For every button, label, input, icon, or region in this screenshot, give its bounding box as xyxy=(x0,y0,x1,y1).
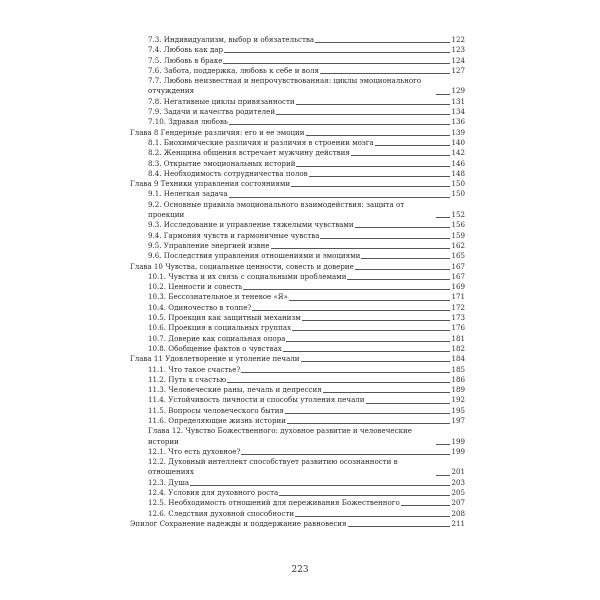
toc-entry-title: 9.2. Основные правила эмоционального взаимодействия: защита от проекции xyxy=(148,199,405,220)
toc-entry-page: 189 xyxy=(451,385,465,395)
toc-entry-title: 10.5. Проекция как защитный механизм xyxy=(148,313,301,323)
toc-chapter-row xyxy=(130,128,465,138)
toc-entry-page: 173 xyxy=(451,313,465,323)
toc-entry-page: 185 xyxy=(451,364,465,374)
toc-section-row xyxy=(130,272,465,282)
toc-leader-line xyxy=(241,372,450,373)
toc-section-row xyxy=(130,303,465,313)
toc-leader-line xyxy=(292,330,450,331)
toc-entry-title: Глава 9 Техники управления состояниями xyxy=(130,179,291,189)
toc-section-row xyxy=(130,35,465,45)
toc-section-row xyxy=(130,498,465,508)
toc-entry-page: 167 xyxy=(451,271,465,281)
toc-entry-title: 9.4. Гармония чувств и гармоничные чувства xyxy=(148,230,320,240)
toc-leader-line xyxy=(301,361,450,362)
toc-section-row xyxy=(130,334,465,344)
toc-entry-title: 10.3. Бессознательное и теневое «Я» xyxy=(148,292,288,302)
toc-entry-title: 10.7. Доверие как социальная опора xyxy=(148,333,286,343)
toc-entry-page: 150 xyxy=(451,189,465,199)
toc-entry-page: 136 xyxy=(451,117,465,127)
toc-leader-line xyxy=(291,186,450,187)
toc-entry-page: 162 xyxy=(451,240,465,250)
toc-leader-line xyxy=(351,155,450,156)
toc-chapter-row xyxy=(130,262,465,272)
toc-entry-title: 12.1. Что есть духовное? xyxy=(148,446,241,456)
toc-section-row xyxy=(130,200,465,221)
toc-leader-line xyxy=(436,444,450,445)
toc-leader-line xyxy=(224,52,450,53)
toc-leader-line xyxy=(286,341,450,342)
toc-leader-line xyxy=(355,269,450,270)
toc-leader-line xyxy=(366,403,450,404)
toc-section-row xyxy=(130,426,465,447)
toc-entry-page: 192 xyxy=(451,395,465,405)
toc-section-row xyxy=(130,107,465,117)
toc-leader-line xyxy=(347,279,450,280)
toc-leader-line xyxy=(348,526,450,527)
toc-entry-title: 12.2. Духовный интеллект способствует развитию осознанности в отношениях xyxy=(148,457,398,477)
toc-leader-line xyxy=(320,73,450,74)
toc-entry-page: 146 xyxy=(451,158,465,168)
toc-entry-page: 140 xyxy=(451,137,465,147)
toc-leader-line xyxy=(355,227,450,228)
toc-entry-title: Глава 12. Чувство Божественного: духовное развитие и человеческие истории xyxy=(148,426,412,446)
toc-section-row xyxy=(130,45,465,55)
toc-entry-page: 199 xyxy=(451,446,465,456)
toc-entry-title: 12.6. Следствия духовной способности xyxy=(148,508,295,518)
toc-section-row xyxy=(130,220,465,230)
toc-chapter-row xyxy=(130,179,465,189)
toc-section-row xyxy=(130,375,465,385)
toc-entry-title: 7.3. Индивидуализм, выбор и обязательства xyxy=(148,35,315,44)
toc-entry-page: 211 xyxy=(451,518,465,528)
toc-leader-line xyxy=(309,176,450,177)
toc-entry-page: 207 xyxy=(451,498,465,508)
toc-leader-line xyxy=(252,310,450,311)
toc-entry-page: 152 xyxy=(451,210,465,220)
toc-entry-title: Глава 8 Гендерные различия: его и ее эмоции xyxy=(130,127,305,137)
toc-leader-line xyxy=(296,104,450,105)
toc-chapter-row xyxy=(130,519,465,529)
toc-entry-title: Глава 10 Чувства, социальные ценности, совесть и доверие xyxy=(130,261,354,271)
toc-entry-title: 7.7. Любовь неизвестная и непрочувствованная: циклы эмоционального отчуждения xyxy=(148,76,422,96)
toc-entry-title: 10.2. Ценности и совесть xyxy=(148,282,243,292)
toc-section-row xyxy=(130,406,465,416)
toc-entry-page: 208 xyxy=(451,508,465,518)
toc-leader-line xyxy=(229,124,450,125)
toc-leader-line xyxy=(302,320,450,321)
toc-leader-line xyxy=(401,505,450,506)
toc-leader-line xyxy=(361,258,450,259)
toc-entry-page: 169 xyxy=(451,282,465,292)
toc-section-row xyxy=(130,344,465,354)
toc-entry-title: 7.8. Негативные циклы привязанности xyxy=(148,96,295,106)
toc-entry-title: 11.4. Устойчивость личности и способы утоления печали xyxy=(148,395,365,405)
toc-entry-page: 148 xyxy=(451,168,465,178)
toc-leader-line xyxy=(271,248,450,249)
toc-entry-title: 10.1. Чувства и их связь с социальными проблемами xyxy=(148,271,347,281)
toc-entry-page: 167 xyxy=(451,261,465,271)
toc-entry-page: 182 xyxy=(451,343,465,353)
toc-entry-page: 201 xyxy=(451,467,465,477)
toc-entry-page: 199 xyxy=(451,436,465,446)
toc-entry-title: 11.1. Что такое счастье? xyxy=(148,364,241,374)
toc-leader-line xyxy=(279,495,450,496)
toc-entry-page: 181 xyxy=(451,333,465,343)
toc-section-row xyxy=(130,56,465,66)
toc-leader-line xyxy=(243,289,450,290)
toc-leader-line xyxy=(436,475,450,476)
toc-section-row xyxy=(130,138,465,148)
toc-section-row xyxy=(130,117,465,127)
toc-leader-line xyxy=(306,135,450,136)
toc-leader-line xyxy=(289,300,450,301)
page-number: 223 xyxy=(291,565,309,575)
toc-section-row xyxy=(130,313,465,323)
toc-leader-line xyxy=(285,413,450,414)
toc-section-row xyxy=(130,148,465,158)
toc-section-row xyxy=(130,323,465,333)
toc-section-row xyxy=(130,447,465,457)
toc-leader-line xyxy=(223,63,450,64)
toc-section-row xyxy=(130,395,465,405)
toc-leader-line xyxy=(227,382,450,383)
toc-leader-line xyxy=(436,94,450,95)
toc-section-row xyxy=(130,488,465,498)
toc-entry-title: 10.8. Обобщение фактов о чувствах xyxy=(148,343,282,353)
toc-entry-page: 195 xyxy=(451,405,465,415)
toc-entry-page: 127 xyxy=(451,65,465,75)
table-of-contents xyxy=(130,35,465,529)
toc-entry-title: 11.3. Человеческие раны, печаль и депрессия xyxy=(148,385,322,395)
toc-entry-page: 139 xyxy=(451,127,465,137)
toc-entry-title: 8.2. Женщина общения встречает мужчину действия xyxy=(148,148,350,158)
toc-leader-line xyxy=(287,423,450,424)
toc-entry-title: 9.6. Последствия управления отношениями и эмоциями xyxy=(148,251,361,261)
toc-entry-title: 11.5. Вопросы человеческого бытия xyxy=(148,405,284,415)
toc-entry-title: 9.3. Исследование и управление тяжелыми чувствами xyxy=(148,220,354,230)
toc-section-row xyxy=(130,385,465,395)
toc-entry-page: 203 xyxy=(451,477,465,487)
toc-entry-title: 12.4. Условия для духовного роста xyxy=(148,488,279,498)
toc-entry-page: 129 xyxy=(451,86,465,96)
toc-entry-page: 171 xyxy=(451,292,465,302)
toc-section-row xyxy=(130,282,465,292)
toc-entry-title: 7.5. Любовь в браке xyxy=(148,55,223,65)
toc-leader-line xyxy=(320,238,450,239)
toc-entry-title: 7.9. Задачи и качества родителей xyxy=(148,107,276,117)
toc-entry-page: 197 xyxy=(451,415,465,425)
toc-section-row xyxy=(130,231,465,241)
toc-section-row xyxy=(130,97,465,107)
toc-entry-page: 134 xyxy=(451,107,465,117)
toc-leader-line xyxy=(190,485,450,486)
toc-section-row xyxy=(130,159,465,169)
toc-entry-page: 205 xyxy=(451,488,465,498)
toc-entry-title: 10.4. Одиночество в толпе? xyxy=(148,302,252,312)
toc-section-row xyxy=(130,292,465,302)
toc-chapter-row xyxy=(130,354,465,364)
toc-leader-line xyxy=(436,217,450,218)
toc-entry-page: 184 xyxy=(451,354,465,364)
toc-entry-page: 172 xyxy=(451,302,465,312)
toc-entry-page: 131 xyxy=(451,96,465,106)
toc-entry-title: 8.1. Биохимические различия и различия в строении мозга xyxy=(148,137,374,147)
toc-entry-page: 165 xyxy=(451,251,465,261)
toc-entry-page: 186 xyxy=(451,374,465,384)
toc-entry-title: 9.1. Нелегкая задача xyxy=(148,189,228,199)
toc-leader-line xyxy=(296,166,450,167)
toc-section-row xyxy=(130,241,465,251)
toc-leader-line xyxy=(375,145,450,146)
toc-leader-line xyxy=(241,454,450,455)
toc-leader-line xyxy=(283,351,450,352)
toc-section-row xyxy=(130,457,465,478)
toc-entry-page: 124 xyxy=(451,55,465,65)
toc-entry-title: 7.6. Забота, поддержка, любовь к себе и воля xyxy=(148,65,319,75)
toc-entry-title: Глава 11 Удовлетворение и утоление печали xyxy=(130,354,300,364)
toc-leader-line xyxy=(229,197,450,198)
toc-section-row xyxy=(130,251,465,261)
toc-entry-page: 159 xyxy=(451,230,465,240)
toc-entry-title: 7.10. Здравая любовь xyxy=(148,117,228,127)
toc-entry-title: 12.3. Душа xyxy=(148,477,190,487)
toc-entry-title: 10.6. Проекция в социальных группах xyxy=(148,323,292,333)
toc-entry-title: 7.4. Любовь как дар xyxy=(148,45,224,55)
toc-section-row xyxy=(130,365,465,375)
toc-section-row xyxy=(130,478,465,488)
toc-leader-line xyxy=(315,42,450,43)
toc-section-row xyxy=(130,169,465,179)
toc-section-row xyxy=(130,66,465,76)
toc-entry-title: 9.5. Управление энергией извне xyxy=(148,240,270,250)
toc-entry-title: 11.2. Путь к счастью xyxy=(148,374,227,384)
toc-section-row xyxy=(130,416,465,426)
toc-entry-title: 11.6. Определяющие жизнь истории xyxy=(148,415,286,425)
toc-leader-line xyxy=(295,516,450,517)
toc-leader-line xyxy=(323,392,450,393)
toc-entry-page: 122 xyxy=(451,35,465,44)
toc-entry-title: 8.4. Необходимость сотрудничества полов xyxy=(148,168,308,178)
toc-entry-page: 123 xyxy=(451,45,465,55)
toc-leader-line xyxy=(276,114,450,115)
toc-section-row xyxy=(130,509,465,519)
toc-entry-page: 176 xyxy=(451,323,465,333)
toc-section-row xyxy=(130,189,465,199)
toc-entry-title: 12.5. Необходимость отношений для переживания Божественного xyxy=(148,498,400,508)
toc-entry-page: 156 xyxy=(451,220,465,230)
toc-entry-title: 8.3. Открытие эмоциональных историй xyxy=(148,158,296,168)
toc-entry-title: Эпилог Сохранение надежды и поддержание равновесия xyxy=(130,518,347,528)
toc-entry-page: 142 xyxy=(451,148,465,158)
toc-entry-page: 150 xyxy=(451,179,465,189)
toc-section-row xyxy=(130,76,465,97)
